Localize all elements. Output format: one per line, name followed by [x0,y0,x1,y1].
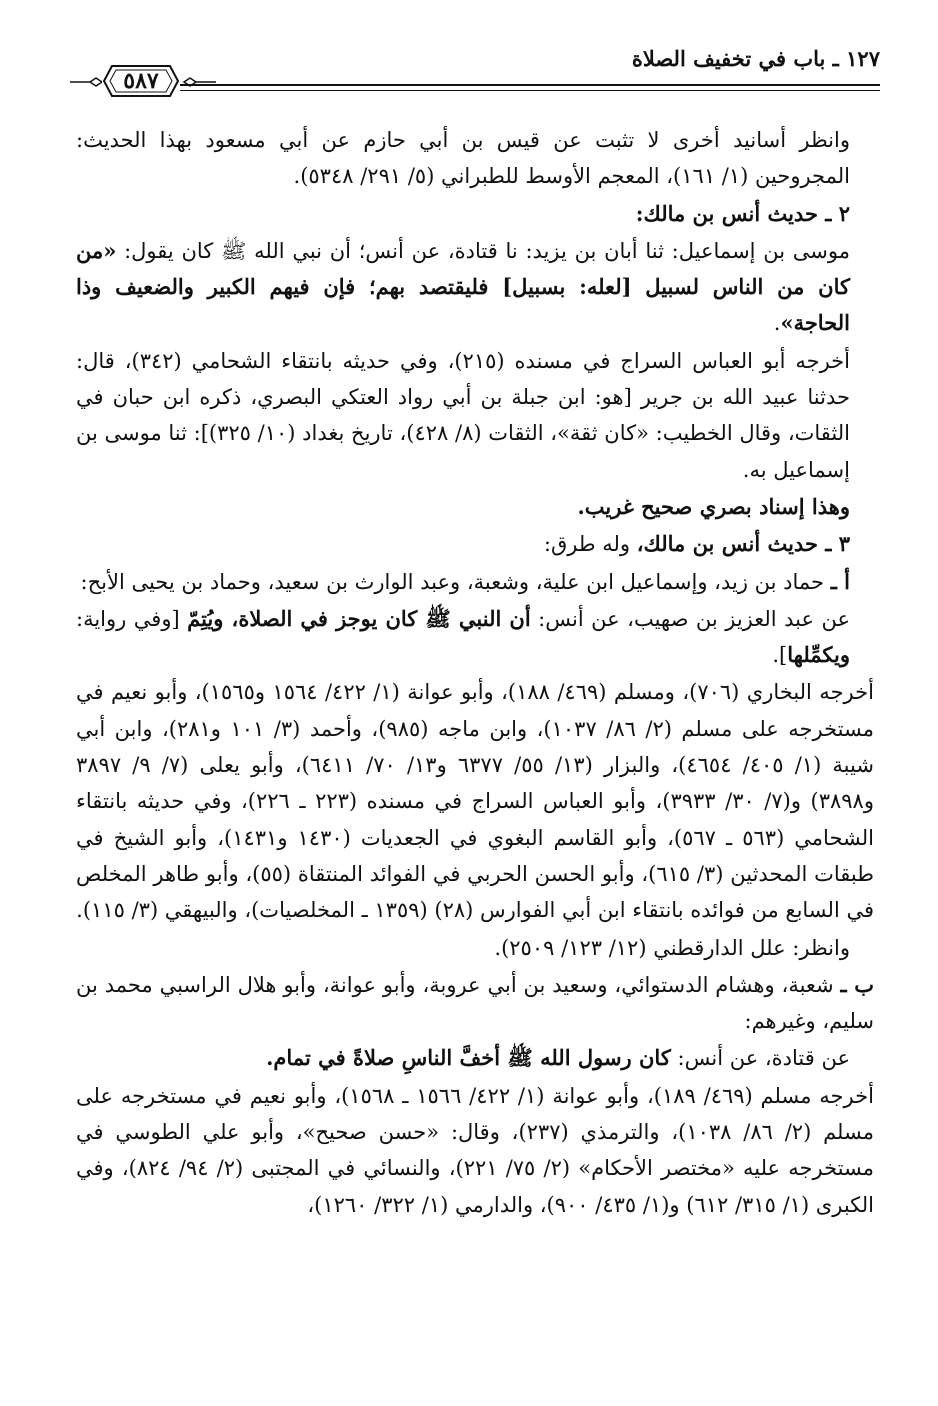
paragraph [76,1039,874,1076]
section-heading [76,525,874,562]
hadith-text: كان رسول الله ﷺ أخفَّ الناسِ صلاةً في تمام. [266,1045,671,1071]
paragraph: أخرجه أبو العباس السراج في مسنده (٢١٥)، وفي حديثه بانتقاء الشحامي (٣٤٢)، قال: حدثنا عبيد الله بن جرير [هو: ابن جبلة بن أبي رواد العتكي البصري، ذكره ابن حبان في الثقات، وقال الخطيب: «كان ثقة»، الثقات (٨/ ٤٢٨)، تاريخ بغداد (١٠/ ٣٢٥)]: ثنا موسى بن إسماعيل به. [76,348,850,482]
page-body [76,122,874,1223]
hadith-text: أن النبي ﷺ كان يوجز في الصلاة، ويُتِمّ [187,605,531,631]
text-span: شعبة، وهشام الدستوائي، وسعيد بن أبي عروبة، وأبو عوانة، وأبو هلال الراسبي محمد بن سليم، وغيرهم: [76,972,874,1034]
text-span: ]. [772,643,788,668]
ornament-right-icon [182,76,216,91]
item-marker: أ ـ [830,568,850,594]
text-span: وله طرق: [543,532,637,557]
page-number-badge [102,60,180,102]
text-span: عن عبد العزيز بن صهيب، عن أنس: [530,606,850,631]
text-span: عن قتادة، عن أنس: [670,1046,850,1071]
text-span: [وفي رواية: [76,606,188,631]
chapter-title: ١٢٧ ـ باب في تخفيف الصلاة [631,46,880,71]
page-number: ٥٨٧ [123,68,159,94]
paragraph: وانظر أسانيد أخرى لا تثبت عن قيس بن أبي حازم عن أبي مسعود بهذا الحديث: المجروحين (١/ ١٦١)، المعجم الأوسط للطبراني (٥/ ٢٩١/ ٥٣٤٨). [76,128,850,189]
paragraph: وانظر: علل الدارقطني (١٢/ ١٢٣/ ٢٥٠٩). [494,935,850,960]
heading-text: ٣ ـ حديث أنس بن مالك، [636,531,850,557]
header-rule [170,84,880,86]
text-span: حماد بن زيد، وإسماعيل ابن علية، وشعبة، وعبد الوارث بن سعيد، وحماد بن يحيى الأبح: [80,569,831,594]
paragraph [76,563,874,600]
ornament-left-icon [70,76,104,91]
paragraph: أخرجه مسلم (٤٦٩/ ١٨٩)، وأبو عوانة (١/ ٤٢٢/ ١٥٦٦ ـ ١٥٦٨)، وأبو نعيم في مستخرجه على مسلم (٢/ ٨٦/ ١٠٣٨)، والترمذي (٢٣٧)، وقال: «حسن صحيح»، وأبو علي الطوسي في مستخرجه عليه «مختصر الأحكام» (٢/ ٧٥/ ٢٢١)، والنسائي في المجتبى (٢/ ٩٤/ ٨٢٤)، وفي الكبرى (١/ ٣١٥/ ٦١٢) و(١/ ٤٣٥/ ٩٠٠)، والدارمي (١/ ٣٢٢/ ١٢٦٠)، [76,1083,874,1217]
paragraph [76,966,874,1040]
hadith-text: ويكمِّلها [787,642,850,668]
hadith-text: «من كان من الناس لسبيل [لعله: بسبيل] فليقتصد بهم؛ فإن فيهم الكبير والضعيف وذا الحاجة» [76,237,850,336]
text-span: موسى بن إسماعيل: ثنا أبان بن يزيد: نا قتادة، عن أنس؛ أن نبي الله ﷺ كان يقول: [116,238,850,263]
ruling-text: وهذا إسناد بصري صحيح غريب. [577,493,850,519]
paragraph: أخرجه البخاري (٧٠٦)، ومسلم (٤٦٩/ ١٨٨)، وأبو عوانة (١/ ٤٢٢/ ١٥٦٤ و١٥٦٥)، وأبو نعيم في مستخرجه على مسلم (٢/ ٨٦/ ١٠٣٧)، وابن ماجه (٩٨٥)، وأحمد (٣/ ١٠١ و٢٨١)، وابن أبي شيبة (١/ ٤٠٥/ ٤٦٥٤)، والبزار (١٣/ ٥٥/ ٦٣٧٧ و١٣/ ٧٠/ ٦٤١١)، وأبو يعلى (٧/ ٩/ ٣٨٩٧ و٣٨٩٨) و(٧/ ٣٠/ ٣٩٣٣)، وأبو العباس السراج في مسنده (٢٢٣ ـ ٢٢٦)، وفي حديثه بانتقاء الشحامي (٥٦٣ ـ ٥٦٧)، وأبو القاسم البغوي في الجعديات (١٤٣٠ و١٤٣١)، وأبو الشيخ في طبقات المحدثين (٣/ ٦١٥)، وأبو الحسن الحربي في الفوائد المنتقاة (٥٥)، وأبو طاهر المخلص في السابع من فوائده بانتقاء ابن أبي الفوارس (٢٨) (١٣٥٩ ـ المخلصيات)، والبيهقي (٣/ ١١٥). [76,680,874,923]
item-marker: ب ـ [840,971,874,997]
page-header [70,40,880,100]
section-heading: ٢ ـ حديث أنس بن مالك: [635,200,850,226]
text-span: . [773,311,781,336]
paragraph [76,232,874,342]
paragraph [76,600,874,674]
header-rule-thin [170,90,880,91]
